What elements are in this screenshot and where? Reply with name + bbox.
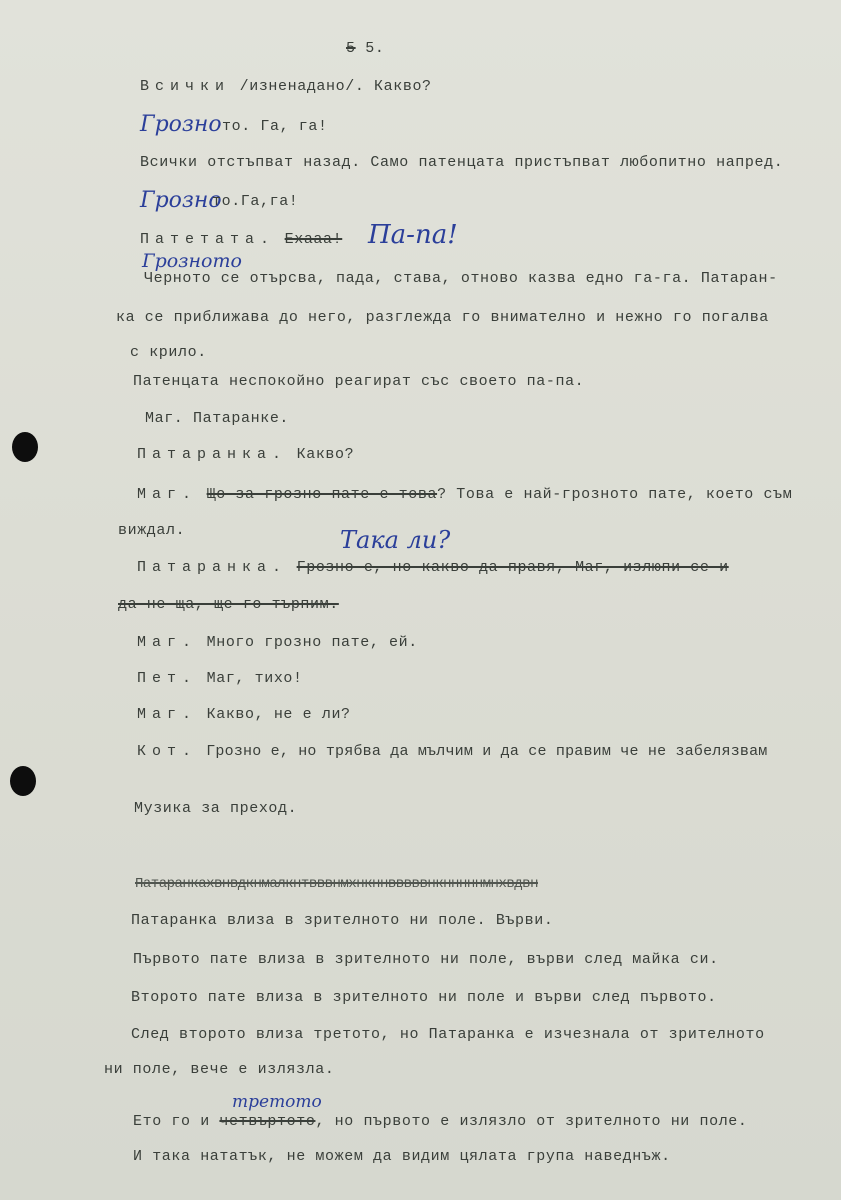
line-pataranka-what bbox=[137, 446, 354, 463]
line-text: Какво, не е ли? bbox=[206, 706, 351, 723]
speaker-ducklings: Патетата. bbox=[140, 231, 276, 248]
line-seen: виждал. bbox=[118, 522, 186, 539]
line-text: /изненадано/. Какво? bbox=[239, 78, 432, 95]
line-all-step-back: Всички отстъпват назад. Само патенцата пристъпват любопитно напред. bbox=[140, 154, 784, 171]
line-ducklings bbox=[140, 231, 342, 248]
line-mag-very-ugly bbox=[137, 634, 418, 651]
speaker-mag: Маг. bbox=[137, 486, 198, 503]
speaker-mag-2: Маг. bbox=[137, 634, 198, 651]
line-here-it-is bbox=[133, 1113, 748, 1130]
line-first-duckling: Първото пате влиза в зрителното ни поле, върви след майка си. bbox=[133, 951, 719, 968]
line-third-after-second: След второто влиза третото, но Патаранка е изчезнала от зрителното bbox=[131, 1026, 765, 1043]
line-transition-music: Музика за преход. bbox=[134, 800, 298, 817]
line-mag-pataranke: Маг. Патаранке. bbox=[145, 410, 290, 427]
handwritten-grozno-1: Грозно bbox=[140, 112, 222, 137]
line-ducklings-react: Патенцата неспокойно реагират със своето па-па. bbox=[133, 373, 585, 390]
speaker-pataranka-2: Патаранка. bbox=[137, 559, 288, 576]
line-text: ? Това е най-грозното пате, което съм bbox=[437, 486, 793, 503]
line-pataranka-enters: Патаранка влиза в зрителното ни поле. Върви. bbox=[131, 912, 554, 929]
punch-hole-bottom bbox=[10, 766, 36, 796]
handwritten-tretoto: третото bbox=[232, 1092, 322, 1112]
line-text: Какво? bbox=[296, 446, 355, 463]
line-text: Много грозно пате, ей. bbox=[206, 634, 418, 651]
speaker-mag-3: Маг. bbox=[137, 706, 198, 723]
handwritten-grozno-2: Грозно bbox=[140, 188, 222, 213]
crossed-page-number: 5 bbox=[346, 40, 356, 57]
line-pet-quiet bbox=[137, 670, 303, 687]
line-black-shakes: Черното се отърсва, пада, става, отново казва едно га-га. Патаран- bbox=[144, 270, 778, 287]
line-text: , но първото е излязло от зрителното ни поле. bbox=[315, 1113, 748, 1130]
line-ugly-gaga-1: то. Га, га! bbox=[222, 118, 328, 135]
line-text: Маг, тихо! bbox=[206, 670, 303, 687]
punch-hole-top bbox=[12, 432, 38, 462]
line-and-so-on: И така нататък, не можем да видим цялата група наведнъж. bbox=[133, 1148, 671, 1165]
line-mag-what bbox=[137, 706, 351, 723]
page-number-value: 5. bbox=[365, 40, 385, 57]
speaker-pet: Пет. bbox=[137, 670, 198, 687]
line-with-wing: с крило. bbox=[130, 344, 207, 361]
line-already-left: ни поле, вече е излязла. bbox=[104, 1061, 335, 1078]
line-crossed-continued: да не ща, ще го търпим. bbox=[118, 596, 339, 613]
line-second-duckling: Второто пате влиза в зрителното ни поле и върви след първото. bbox=[131, 989, 717, 1006]
line-pataranka-crossed bbox=[137, 559, 729, 576]
crossed-word: Ехааа! bbox=[284, 231, 343, 248]
line-prefix: Ето го и bbox=[133, 1113, 210, 1130]
speaker-cat: Кот. bbox=[137, 743, 198, 760]
crossed-word-fourth: четвъртото bbox=[219, 1113, 316, 1130]
line-cat-ugly bbox=[137, 743, 768, 760]
speaker-pataranka: Патаранка. bbox=[137, 446, 288, 463]
line-mag-ugliest bbox=[137, 486, 792, 503]
crossed-phrase: Що за грозно пате е това bbox=[206, 486, 438, 503]
line-approaches: ка се приближава до него, разглежда го внимателно и нежно го погалва bbox=[116, 309, 769, 326]
crossed-line: Грозно е, но какво да правя, Маг, излюпи се и bbox=[296, 559, 729, 576]
overtyped-crossed-line: Патаранкахвнвдкнмалкнтвввнмхнкннвввввнкнннннмнхвдвн bbox=[135, 876, 538, 892]
speaker-all: Всички bbox=[140, 78, 231, 95]
line-text: Грозно е, но трябва да мълчим и да се правим че не забелязвам bbox=[206, 743, 768, 760]
page-number bbox=[346, 40, 384, 57]
line-ugly-gaga-2: то.Га,га! bbox=[212, 193, 299, 210]
handwritten-groznoto: Грозното bbox=[142, 250, 242, 272]
line-all-surprised bbox=[140, 78, 432, 95]
handwritten-papa: Па-па! bbox=[368, 220, 458, 250]
handwritten-taka-li: Така ли? bbox=[340, 526, 451, 554]
